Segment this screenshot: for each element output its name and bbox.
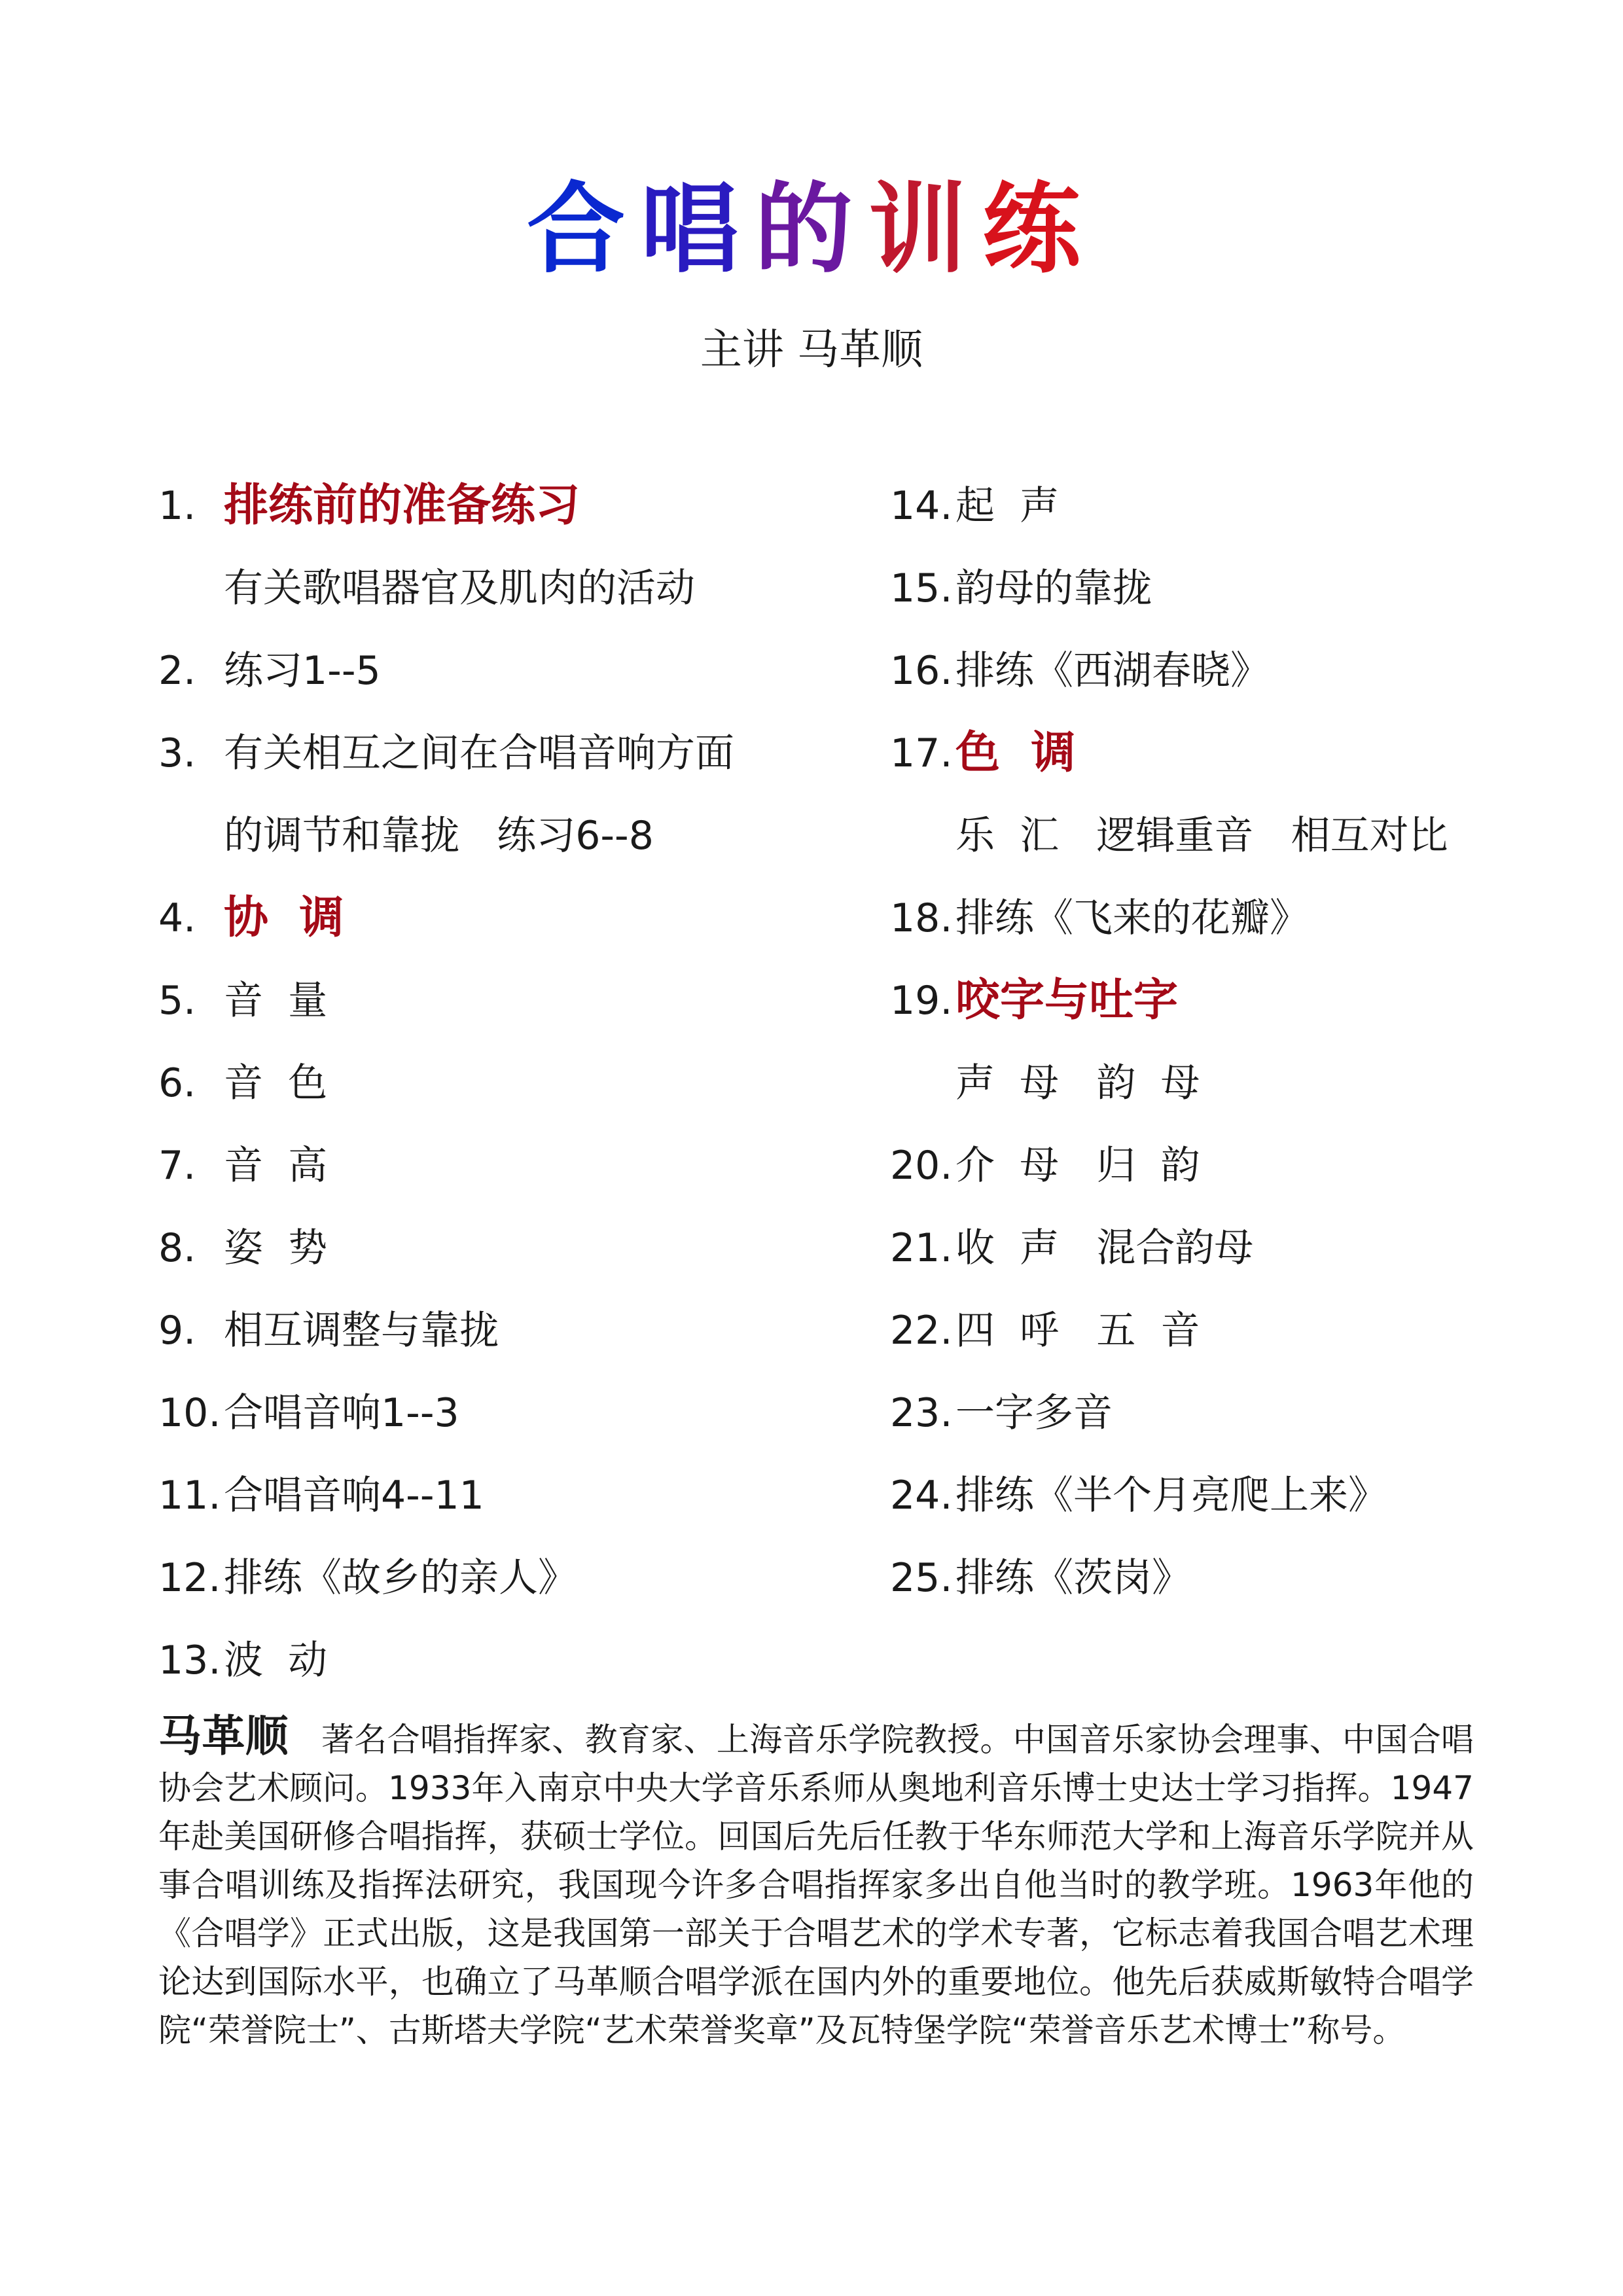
item-number: 14.	[890, 483, 953, 529]
item-label: 排练《茨岗》	[955, 1555, 1191, 1601]
item-label: 合唱音响4--11	[224, 1473, 484, 1518]
item-label: 音 高	[224, 1143, 328, 1189]
item-label: 介 母 归 韵	[955, 1143, 1200, 1189]
title-char: 练	[982, 171, 1097, 287]
item-number: 21.	[890, 1225, 953, 1271]
item-label: 四 呼 五 音	[955, 1308, 1200, 1354]
item-label: 排练前的准备练习	[224, 480, 580, 531]
biography-text: 著名合唱指挥家、教育家、上海音乐学院教授。中国音乐家协会理事、中国合唱协会艺术顾问。1933年入南京中央大学音乐系师从奥地利音乐博士史达士学习指挥。1947年赴美国研修合唱指挥，获硕士学位。回国后先后任教于华东师范大学和上海音乐学院并从事合唱训练及指挥法研究，我国现今许多合唱指挥家多出自他当时的教学班。1963年他的《合唱学》正式出版，这是我国第一部关于合唱艺术的学术专著，它标志着我国合唱艺术理论达到国际水平，也确立了马革顺合唱学派在国内外的重要地位。他先后获威斯敏特合唱学院“荣誉院士”、古斯塔夫学院“艺术荣誉奖章”及瓦特堡学院“荣誉音乐艺术博士”称号。	[158, 1721, 1474, 2049]
item-label: 有关歌唱器官及肌肉的活动	[224, 565, 695, 611]
item-label: 咬字与吐字	[955, 975, 1179, 1026]
title-char: 训	[868, 171, 983, 287]
item-label: 排练《西湖春晓》	[955, 648, 1270, 694]
item-label: 音 色	[224, 1060, 328, 1106]
item-number: 6.	[158, 1060, 196, 1106]
item-number: 17.	[890, 730, 953, 776]
item-label: 姿 势	[224, 1225, 328, 1271]
item-label: 相互调整与靠拢	[224, 1308, 499, 1354]
item-number: 4.	[158, 895, 196, 941]
item-label: 色 调	[955, 727, 1076, 779]
item-number: 1.	[158, 483, 196, 529]
biography-paragraph	[158, 1712, 1474, 2054]
item-number: 19.	[890, 978, 953, 1024]
item-number: 3.	[158, 730, 196, 776]
item-number: 2.	[158, 648, 196, 694]
item-number: 9.	[158, 1308, 196, 1354]
item-number: 12.	[158, 1555, 221, 1601]
item-label: 练习1--5	[224, 648, 381, 694]
item-number: 10.	[158, 1390, 221, 1436]
item-label: 起 声	[955, 483, 1060, 529]
item-label: 韵母的靠拢	[955, 565, 1152, 611]
item-label: 的调节和靠拢 练习6--8	[224, 813, 654, 859]
item-label: 排练《飞来的花瓣》	[955, 895, 1309, 941]
item-number: 25.	[890, 1555, 953, 1601]
item-label: 合唱音响1--3	[224, 1390, 459, 1436]
item-label: 协 调	[224, 892, 344, 944]
item-number: 16.	[890, 648, 953, 694]
title-char: 的	[754, 171, 868, 287]
item-label: 排练《半个月亮爬上来》	[955, 1473, 1387, 1518]
item-label: 排练《故乡的亲人》	[224, 1555, 577, 1601]
item-label: 一字多音	[955, 1390, 1113, 1436]
item-number: 24.	[890, 1473, 953, 1518]
item-number: 22.	[890, 1308, 953, 1354]
item-number: 5.	[158, 978, 196, 1024]
item-label: 音 量	[224, 978, 328, 1024]
page-title	[0, 164, 1623, 295]
lecturer-line: 主讲 马革顺	[700, 326, 923, 374]
item-number: 20.	[890, 1143, 953, 1189]
title-char: 唱	[640, 171, 755, 287]
item-label: 乐 汇 逻辑重音 相互对比	[955, 813, 1448, 859]
item-label: 波 动	[224, 1638, 328, 1683]
title-char: 合	[526, 171, 641, 287]
item-number: 13.	[158, 1638, 221, 1683]
item-label: 声 母 韵 母	[955, 1060, 1200, 1106]
item-number: 11.	[158, 1473, 221, 1518]
item-number: 18.	[890, 895, 953, 941]
item-number: 23.	[890, 1390, 953, 1436]
biography-name: 马革顺	[158, 1710, 289, 1761]
item-label: 收 声 混合韵母	[955, 1225, 1254, 1271]
item-number: 7.	[158, 1143, 196, 1189]
item-number: 15.	[890, 565, 953, 611]
item-label: 有关相互之间在合唱音响方面	[224, 730, 734, 776]
item-number: 8.	[158, 1225, 196, 1271]
